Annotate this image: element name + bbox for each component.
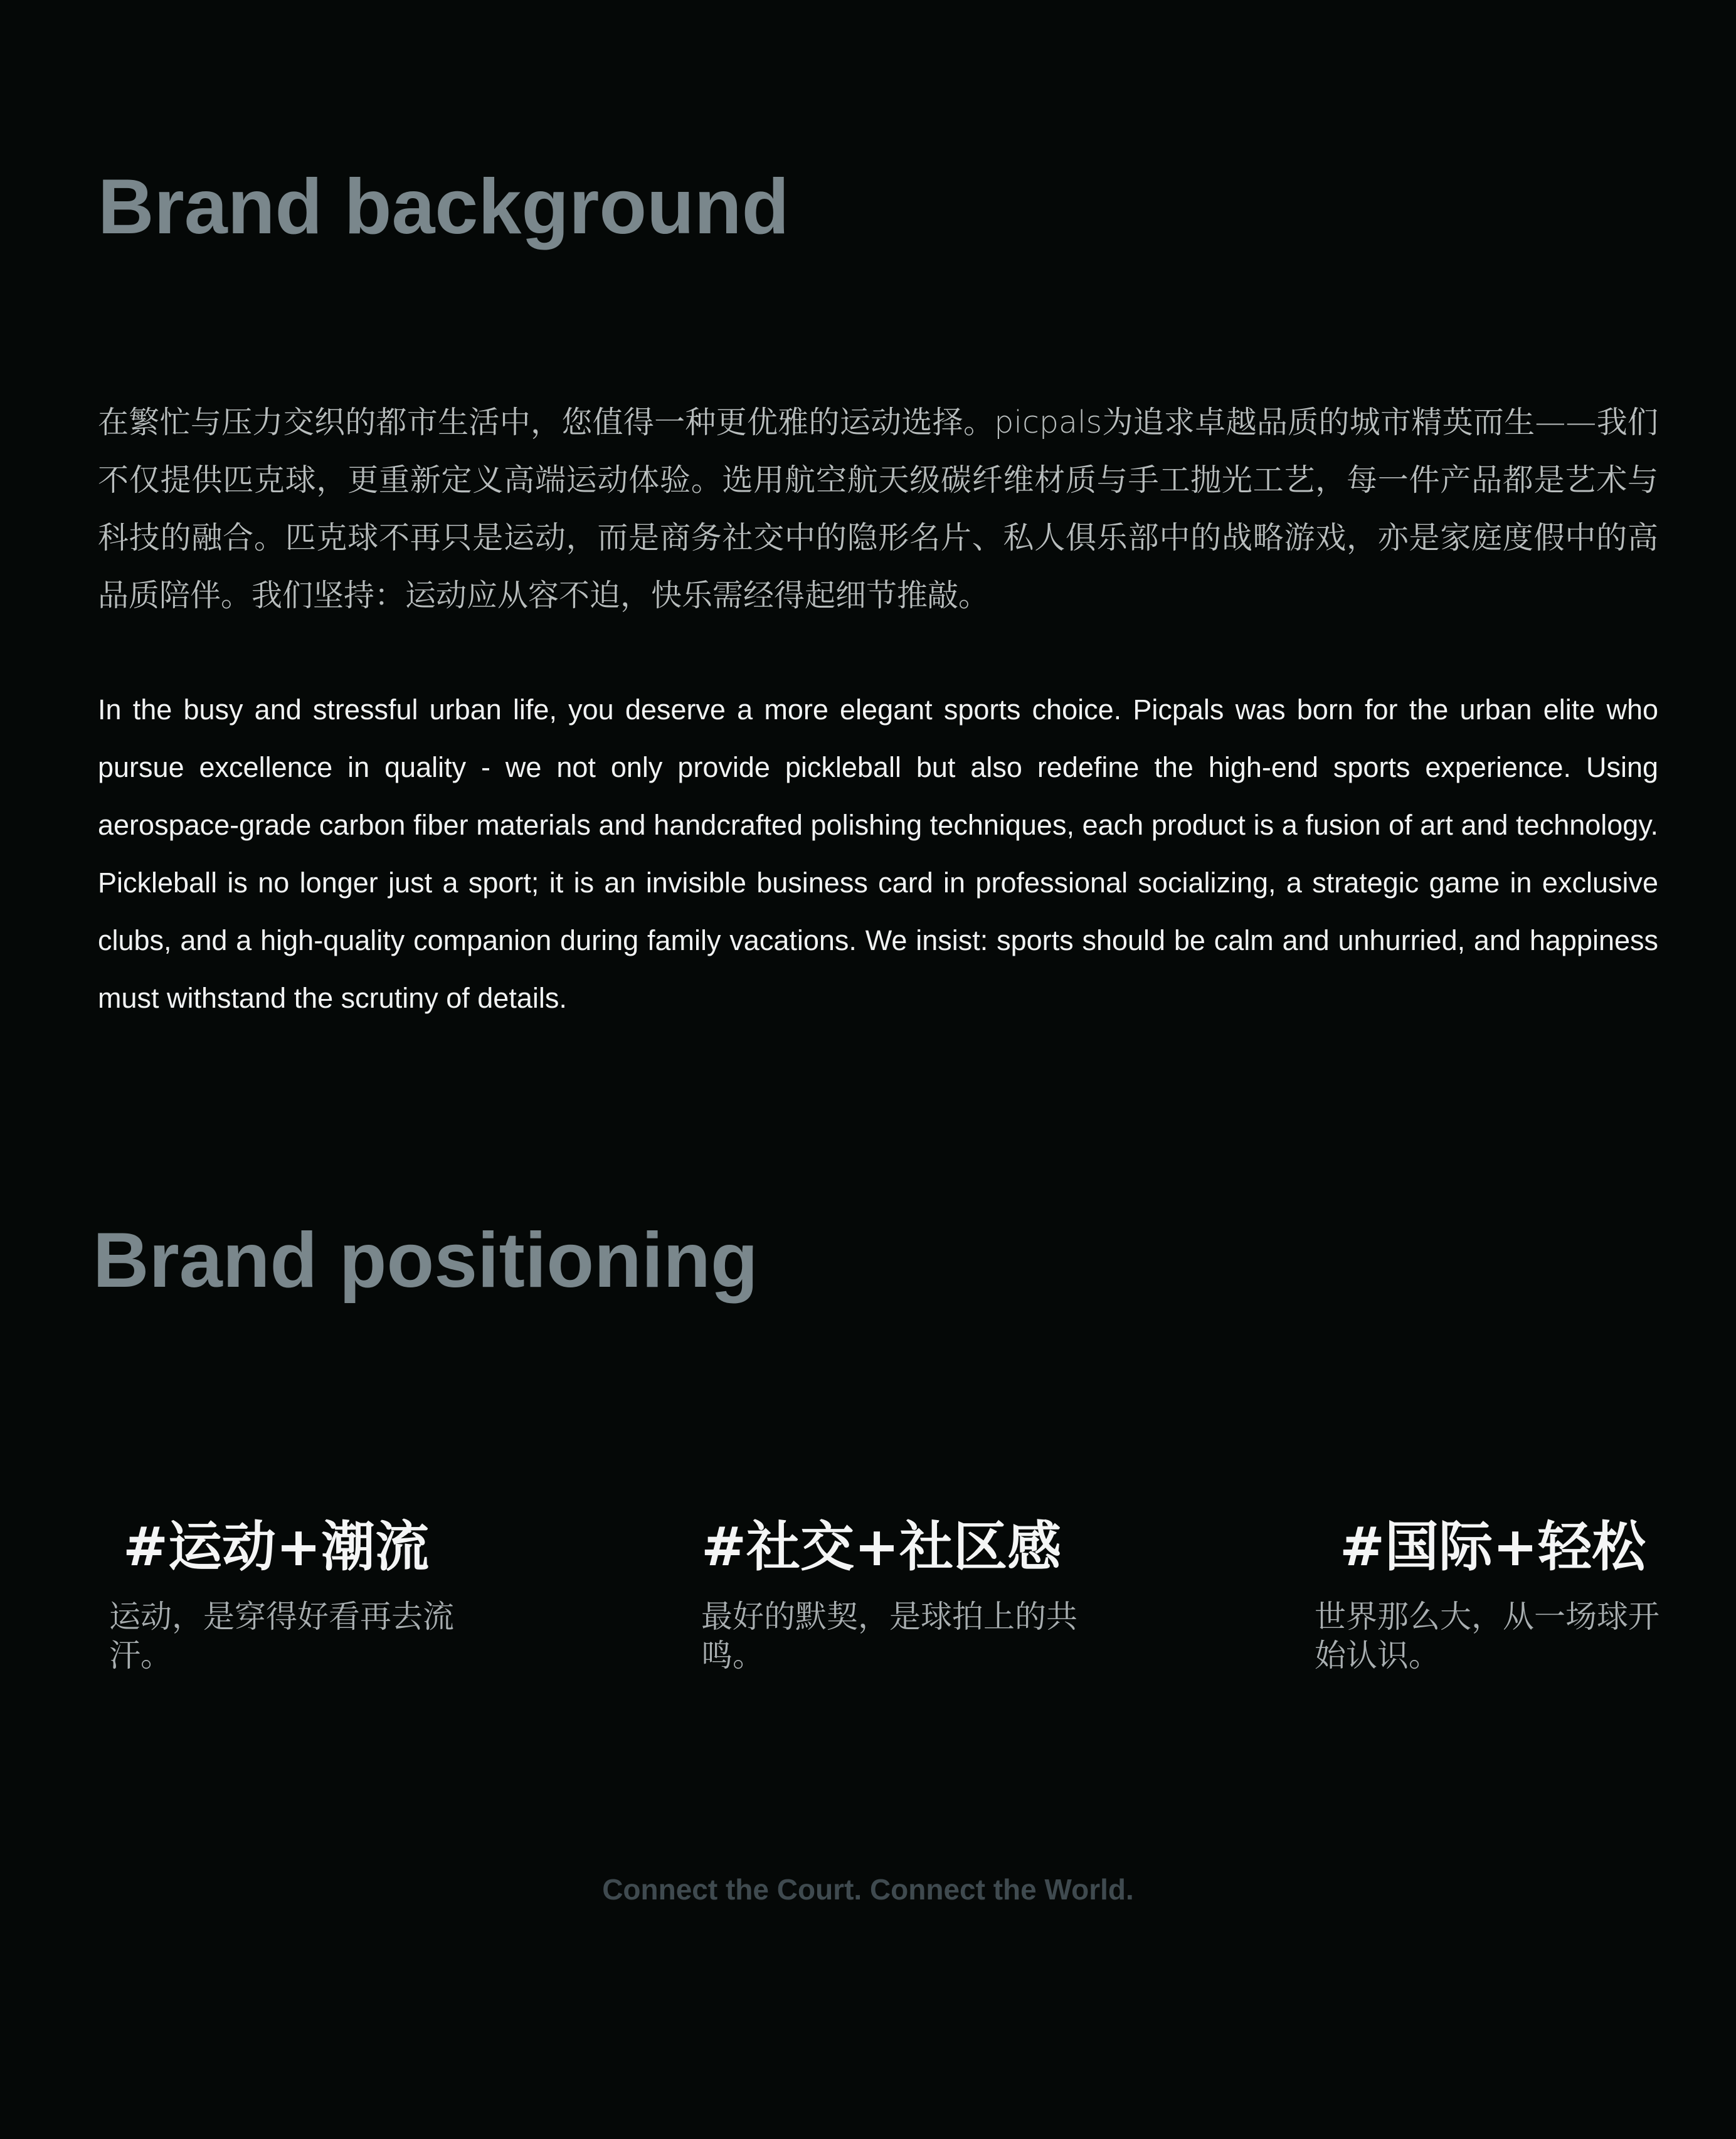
tag-description: 世界那么大，从一场球开始认识。 (1315, 1598, 1659, 1674)
brand-slogan: Connect the Court. Connect the World. (602, 1873, 1134, 1906)
tag-description: 最好的默契，是球拍上的共鸣。 (701, 1598, 1077, 1674)
brand-background-paragraph-en: In the busy and stressful urban life, you deserve a more elegant sports choice. Picpals was born for the urban elite who pursue excellence in quality - we not only provide pickleball but also redefine the high-end sports experience. Using aerospace-grade carbon fiber materials and handcrafted polishing techniques, each product is a fusion of art and technology. Pickleball is no longer just a sport; it is an invisible business card in professional socializing, a strategic game in exclusive clubs, and a high-quality companion during family vacations. We insist: sports should be calm and unhurried, and happiness must withstand the scrutiny of details. (98, 694, 1658, 1014)
tag-title: #运动+潮流 (123, 1516, 430, 1578)
brand-background-paragraph-cn: 在繁忙与压力交织的都市生活中，您值得一种更优雅的运动选择。picpals为追求卓越品质的城市精英而生——我们不仅提供匹克球，更重新定义高端运动体验。选用航空航天级碳纤维材质与手工抛光工艺，每一件产品都是艺术与科技的融合。匹克球不再只是运动，而是商务社交中的隐形名片、私人俱乐部中的战略游戏，亦是家庭度假中的高品质陪伴。我们坚持：运动应从容不迫，快乐需经得起细节推敲。 (98, 404, 1658, 613)
tag-title: #国际+轻松 (1340, 1516, 1646, 1578)
tag-description: 运动，是穿得好看再去流汗。 (109, 1598, 454, 1674)
brand-positioning-title: Brand positioning (93, 1217, 758, 1304)
brand-background-title: Brand background (98, 164, 790, 250)
positioning-tag-sport-trend (109, 1516, 460, 1675)
positioning-tag-international-relaxed (1315, 1516, 1666, 1675)
positioning-tag-social-community (701, 1518, 1077, 1675)
tag-title: #社交+社区感 (701, 1516, 1062, 1578)
